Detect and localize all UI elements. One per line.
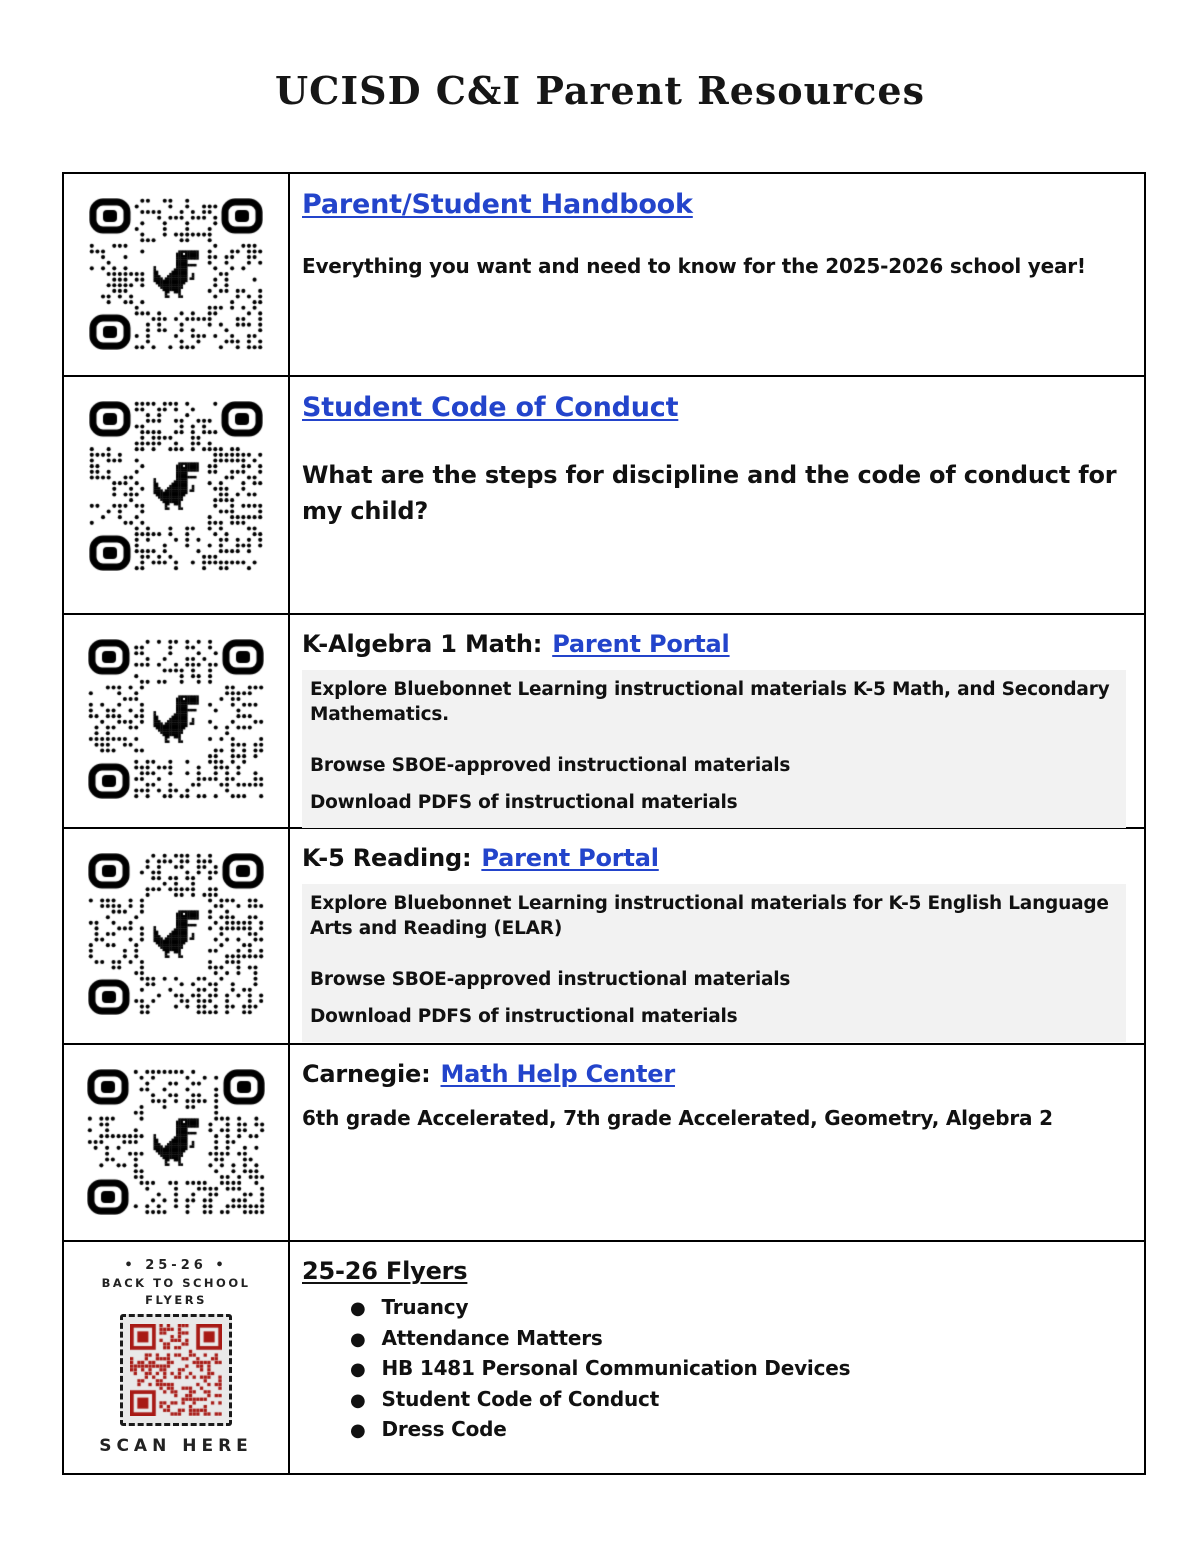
reading-paragraph: Browse SBOE-approved instructional materials	[310, 968, 791, 990]
text-cell-flyers	[290, 1242, 1144, 1473]
scan-here-label: SCAN HERE	[99, 1436, 253, 1456]
flyers-card-eyebrow: • 25-26 •	[124, 1258, 228, 1273]
table-row-math-portal	[64, 615, 1144, 829]
qr-cell-math-portal	[64, 615, 290, 827]
math-highlight-block	[302, 670, 1126, 828]
math-parent-portal-link[interactable]: Parent Portal	[552, 630, 730, 658]
bullet-label: Truancy	[381, 1295, 469, 1319]
qr-cell-flyers	[64, 1242, 290, 1473]
table-row-reading-portal	[64, 829, 1144, 1045]
resources-table	[62, 172, 1146, 1475]
carnegie-qr-code-icon	[87, 1069, 265, 1215]
text-cell-carnegie	[290, 1045, 1144, 1240]
bullet-dot-icon: ●	[350, 1298, 366, 1319]
reading-heading-prefix: K-5 Reading:	[302, 844, 472, 872]
reading-paragraph: Download PDFS of instructional materials	[310, 1005, 738, 1027]
parent-student-handbook-link[interactable]: Parent/Student Handbook	[302, 189, 693, 220]
row-heading	[302, 630, 1128, 658]
row-heading	[302, 392, 1128, 423]
code-of-conduct-description: What are the steps for discipline and the code of conduct for my child?	[302, 461, 1117, 525]
bullet-item	[350, 1293, 1128, 1324]
table-row-code-of-conduct	[64, 377, 1144, 615]
flyers-bullet-list	[302, 1293, 1128, 1446]
table-row-flyers	[64, 1242, 1144, 1473]
reading-paragraph: Explore Bluebonnet Learning instructional materials for K-5 English Language Arts and Reading (ELAR)	[310, 893, 1109, 939]
flyers-qr-stamp	[120, 1314, 232, 1426]
flyers-heading: 25-26 Flyers	[302, 1257, 468, 1285]
bullet-label: Student Code of Conduct	[381, 1386, 660, 1411]
bullet-dot-icon: ●	[350, 1389, 366, 1411]
math-help-center-link[interactable]: Math Help Center	[440, 1060, 675, 1088]
student-code-of-conduct-link[interactable]: Student Code of Conduct	[302, 392, 679, 423]
bullet-item	[350, 1324, 1128, 1355]
bullet-dot-icon: ●	[350, 1420, 366, 1441]
bullet-label: Attendance Matters	[381, 1325, 603, 1350]
bullet-item	[350, 1354, 1128, 1385]
reading-parent-portal-link[interactable]: Parent Portal	[481, 844, 659, 872]
bullet-item	[350, 1415, 1128, 1446]
flyers-card-line2: BACK TO SCHOOL	[101, 1276, 251, 1290]
carnegie-heading-prefix: Carnegie:	[302, 1060, 431, 1088]
row-heading	[302, 1060, 1128, 1088]
page-title: UCISD C&I Parent Resources	[275, 68, 925, 113]
text-cell-math-portal	[290, 615, 1144, 827]
reading-portal-qr-code-icon	[88, 853, 264, 1015]
text-cell-code-of-conduct	[290, 377, 1144, 613]
flyers-card-line3: FLYERS	[145, 1293, 207, 1307]
table-row-carnegie	[64, 1045, 1144, 1242]
table-row-handbook	[64, 174, 1144, 377]
qr-cell-reading-portal	[64, 829, 290, 1043]
text-cell-handbook	[290, 174, 1144, 375]
bullet-label: Dress Code	[381, 1417, 507, 1441]
math-paragraph: Download PDFS of instructional materials	[310, 791, 738, 813]
text-cell-reading-portal	[290, 829, 1144, 1043]
reading-highlight-block	[302, 884, 1126, 1042]
row-heading	[302, 844, 1128, 872]
math-heading-prefix: K-Algebra 1 Math:	[302, 630, 543, 658]
qr-cell-carnegie	[64, 1045, 290, 1240]
bullet-dot-icon: ●	[350, 1359, 366, 1380]
carnegie-description: 6th grade Accelerated, 7th grade Accelerated, Geometry, Algebra 2	[302, 1106, 1053, 1130]
flyers-qr-card	[64, 1258, 288, 1456]
math-paragraph: Browse SBOE-approved instructional materials	[310, 754, 791, 776]
math-portal-qr-code-icon	[88, 639, 264, 799]
handbook-qr-code-icon	[89, 198, 263, 350]
row-heading	[302, 189, 1128, 220]
code-of-conduct-qr-code-icon	[89, 401, 263, 571]
flyers-red-qr-code-icon	[130, 1324, 222, 1416]
qr-cell-code-of-conduct	[64, 377, 290, 613]
bullet-item	[350, 1385, 1128, 1416]
handbook-description: Everything you want and need to know for the 2025-2026 school year!	[302, 254, 1086, 278]
qr-cell-handbook	[64, 174, 290, 375]
bullet-label: HB 1481 Personal Communication Devices	[381, 1356, 851, 1380]
math-paragraph: Explore Bluebonnet Learning instructional materials K-5 Math, and Secondary Mathematics.	[310, 679, 1110, 725]
bullet-dot-icon: ●	[350, 1328, 366, 1350]
